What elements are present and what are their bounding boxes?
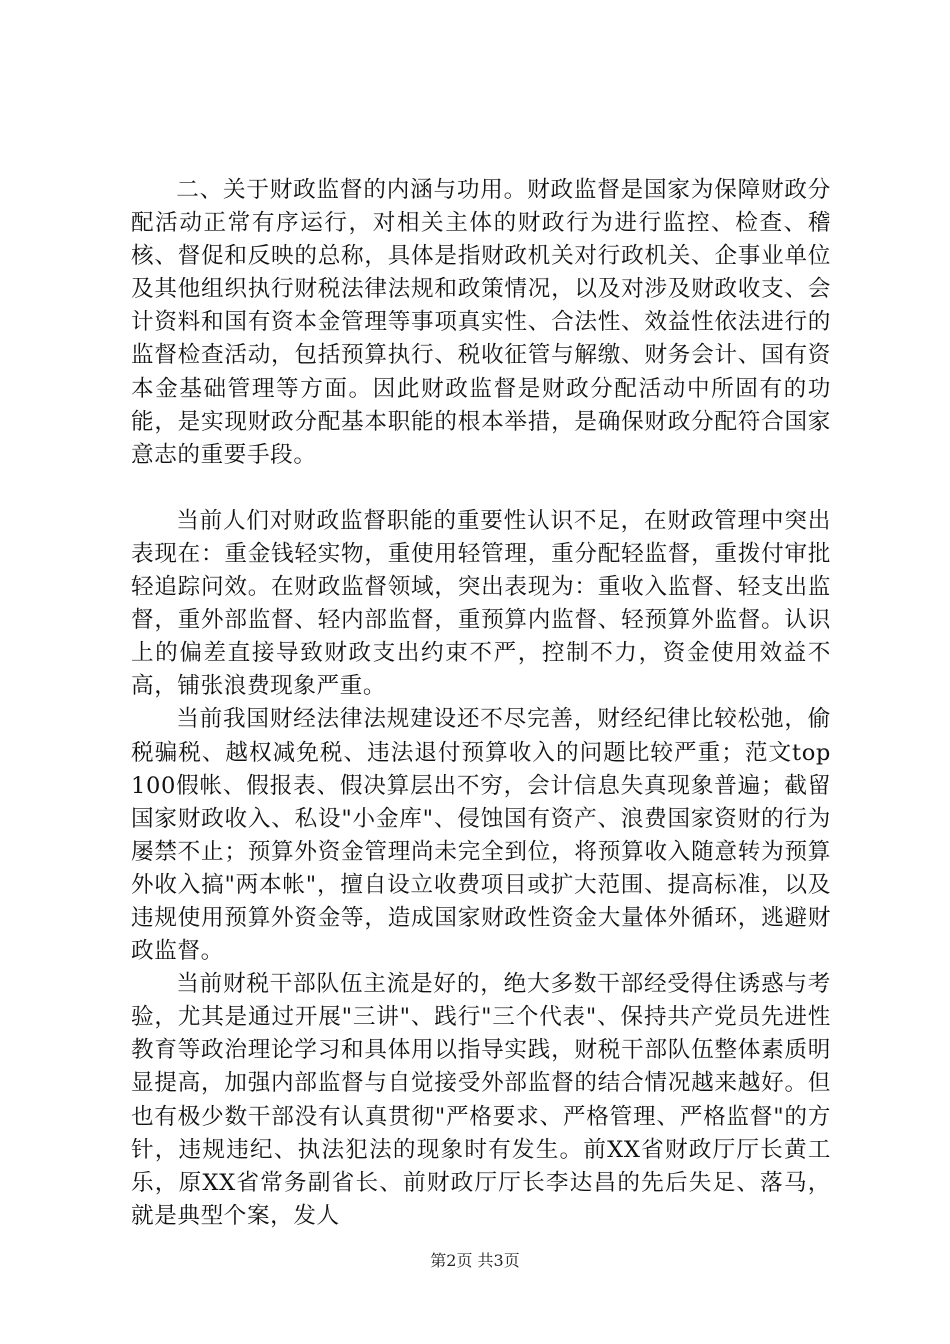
paragraph-legal-system-incomplete: 当前我国财经法律法规建设还不尽完善，财经纪律比较松弛，偷税骗税、越权减免税、违法退付预算收入的问题比较严重；范文top100假帐、假报表、假决算层出不穷，会计信息失真现象普遍；截留国家财政收入、私设"小金库"、侵蚀国有资产、浪费国家资财的行为屡禁不止；预算外资金管理尚未完全到位，将预算收入随意转为预算外收入搞"两本帐"，擅自设立收费项目或扩大范围、提高标准，以及违规使用预算外资金等，造成国家财政性资金大量体外循环，逃避财政监督。 [131,706,831,965]
paragraph-awareness-insufficient: 当前人们对财政监督职能的重要性认识不足，在财政管理中突出表现在：重金钱轻实物，重使用轻管理，重分配轻监督，重拨付审批轻追踪问效。在财政监督领域，突出表现为：重收入监督、轻支出监督，重外部监督、轻内部监督，重预算内监督、轻预算外监督。认识上的偏差直接导致财政支出约束不严，控制不力，资金使用效益不高，铺张浪费现象严重。 [131,507,831,700]
page-footer: 第2页 共3页 [430,1251,520,1270]
document-body [131,174,831,1233]
paragraph-finance-supervision-definition: 二、关于财政监督的内涵与功用。财政监督是国家为保障财政分配活动正常有序运行，对相关主体的财政行为进行监控、检查、稽核、督促和反映的总称，具体是指财政机关对行政机关、企事业单位及其他组织执行财税法律法规和政策情况，以及对涉及财政收支、会计资料和国有资本金管理等事项真实性、合法性、效益性依法进行的监督检查活动，包括预算执行、税收征管与解缴、财务会计、国有资本金基础管理等方面。因此财政监督是财政分配活动中所固有的功能，是实现财政分配基本职能的根本举措，是确保财政分配符合国家意志的重要手段。 [131,177,831,468]
paragraph-spacer [131,472,831,505]
paragraph-cadre-team: 当前财税干部队伍主流是好的，绝大多数干部经受得住诱惑与考验，尤其是通过开展"三讲"、践行"三个代表"、保持共产党员先进性教育等政治理论学习和具体用以指导实践，财税干部队伍整体素质明显提高，加强内部监督与自觉接受外部监督的结合情况越来越好。但也有极少数干部没有认真贯彻"严格要求、严格管理、严格监督"的方针，违规违纪、执法犯法的现象时有发生。前XX省财政厅厅长黄工乐，原XX省常务副省长、前财政厅厅长李达昌的先后失足、落马，就是典型个案，发人 [131,971,831,1229]
